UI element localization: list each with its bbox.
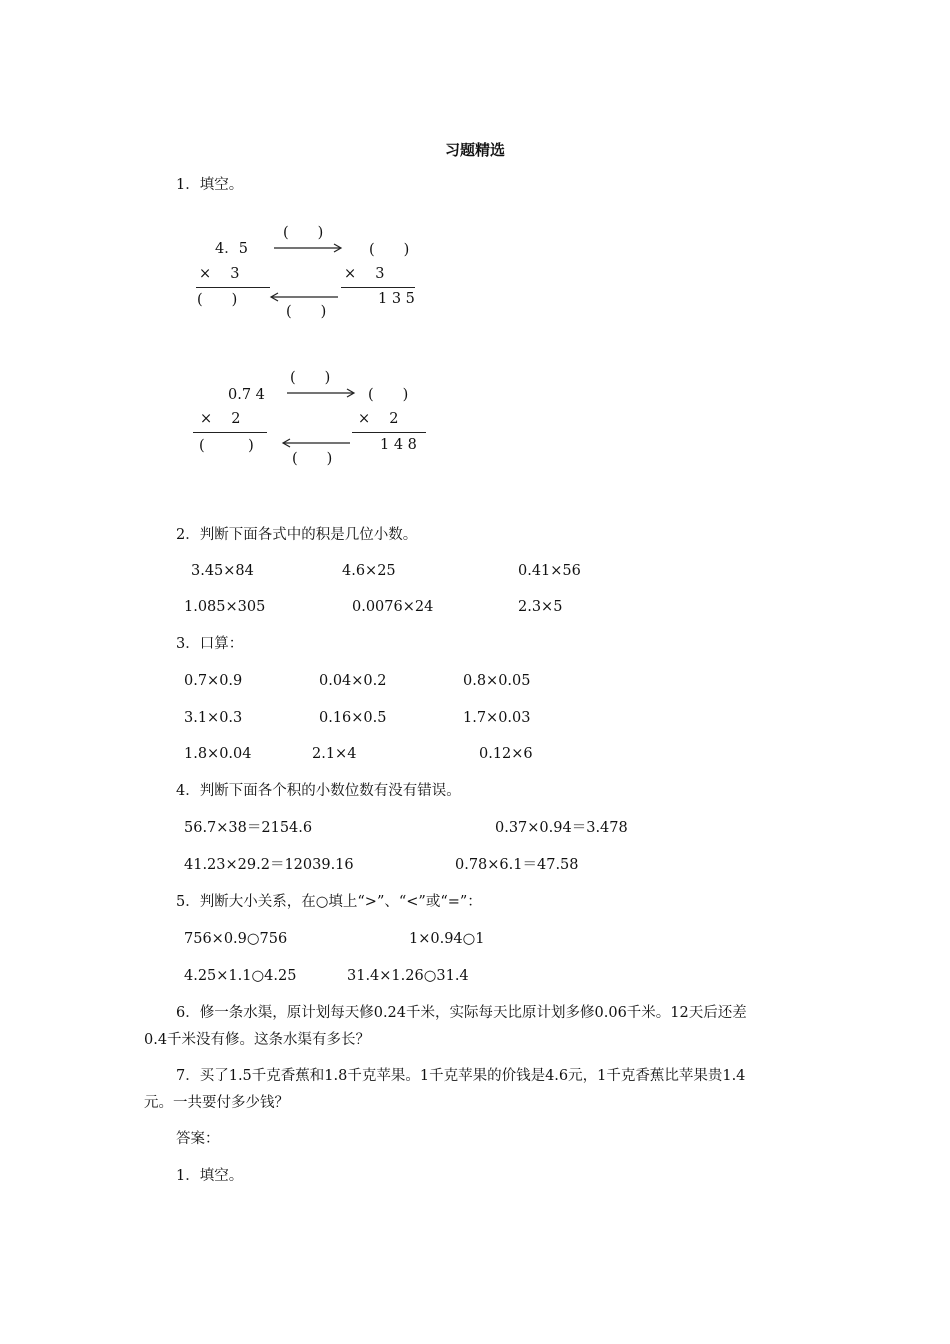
q2-item: 0.0076×24 bbox=[352, 599, 434, 615]
diagram2-mult-right: × 2 bbox=[358, 411, 399, 427]
diagram1-top-right: ( ) bbox=[369, 242, 410, 258]
diagram1-result-right: 1 3 5 bbox=[378, 291, 415, 307]
q3-item: 1.8×0.04 bbox=[184, 746, 252, 762]
diagram2-underline-left bbox=[193, 432, 267, 433]
q4-item: 0.78×6.1＝47.58 bbox=[455, 857, 579, 873]
diagram1-arrow-top-label: ( ) bbox=[283, 225, 324, 241]
q3-item: 0.16×0.5 bbox=[319, 710, 387, 726]
q3-item: 0.7×0.9 bbox=[184, 673, 243, 689]
diagram2-top-left: 0.7 4 bbox=[228, 387, 265, 403]
q7-line2: 元。一共要付多少钱？ bbox=[144, 1095, 289, 1111]
diagram2-top-right: ( ) bbox=[368, 387, 409, 403]
q5-item: 1×0.94○1 bbox=[409, 931, 485, 947]
diagram1-mult-left: × 3 bbox=[199, 266, 240, 282]
diagram2-result-left: ( ) bbox=[199, 438, 254, 454]
diagram1-top-left: 4．5 bbox=[215, 241, 248, 257]
q1-heading: 1．填空。 bbox=[176, 177, 244, 193]
right-arrow-icon bbox=[287, 387, 357, 399]
q5-item: 4.25×1.1○4.25 bbox=[184, 968, 297, 984]
q4-item: 41.23×29.2＝12039.16 bbox=[184, 857, 354, 873]
diagram1-mult-right: × 3 bbox=[344, 266, 385, 282]
q3-heading: 3．口算： bbox=[176, 636, 244, 652]
q2-item: 3.45×84 bbox=[191, 563, 254, 579]
page-title: 习题精选 bbox=[445, 141, 506, 159]
diagram1-underline-right bbox=[341, 287, 415, 288]
q4-item: 56.7×38＝2154.6 bbox=[184, 820, 313, 836]
diagram1-result-left: ( ) bbox=[197, 292, 238, 308]
q4-item: 0.37×0.94＝3.478 bbox=[495, 820, 628, 836]
q5-item: 31.4×1.26○31.4 bbox=[347, 968, 469, 984]
q3-item: 0.12×6 bbox=[479, 746, 533, 762]
q3-item: 3.1×0.3 bbox=[184, 710, 243, 726]
diagram1-underline-left bbox=[196, 287, 270, 288]
answer-heading: 答案： bbox=[176, 1131, 220, 1147]
diagram2-underline-right bbox=[352, 432, 426, 433]
q3-item: 1.7×0.03 bbox=[463, 710, 531, 726]
q3-item: 2.1×4 bbox=[312, 746, 357, 762]
diagram2-arrow-bottom-label: ( ) bbox=[292, 451, 333, 467]
left-arrow-icon bbox=[280, 437, 352, 449]
q2-item: 1.085×305 bbox=[184, 599, 266, 615]
q2-item: 2.3×5 bbox=[518, 599, 563, 615]
q6-line1: 6．修一条水渠，原计划每天修0.24千米，实际每天比原计划多修0.06千米。12天后还差 bbox=[176, 1005, 747, 1021]
diagram1-arrow-bottom-label: ( ) bbox=[286, 304, 327, 320]
q4-heading: 4．判断下面各个积的小数位数有没有错误。 bbox=[176, 783, 461, 799]
q3-item: 0.8×0.05 bbox=[463, 673, 531, 689]
q5-item: 756×0.9○756 bbox=[184, 931, 288, 947]
q3-item: 0.04×0.2 bbox=[319, 673, 387, 689]
q2-item: 4.6×25 bbox=[342, 563, 396, 579]
diagram2-mult-left: × 2 bbox=[200, 411, 241, 427]
diagram2-arrow-top-label: ( ) bbox=[290, 370, 331, 386]
q6-line2: 0.4千米没有修。这条水渠有多长？ bbox=[144, 1032, 371, 1048]
q2-item: 0.41×56 bbox=[518, 563, 581, 579]
left-arrow-icon bbox=[268, 291, 340, 303]
q7-line1: 7．买了1.5千克香蕉和1.8千克苹果。1千克苹果的价钱是4.6元，1千克香蕉比苹果贵1.4 bbox=[176, 1068, 746, 1084]
diagram2-result-right: 1 4 8 bbox=[380, 437, 417, 453]
q2-heading: 2．判断下面各式中的积是几位小数。 bbox=[176, 527, 418, 543]
q5-heading: 5．判断大小关系，在○填上“>”、“<”或“=”： bbox=[176, 894, 482, 910]
answer-q1-heading: 1．填空。 bbox=[176, 1168, 244, 1184]
right-arrow-icon bbox=[274, 242, 344, 254]
